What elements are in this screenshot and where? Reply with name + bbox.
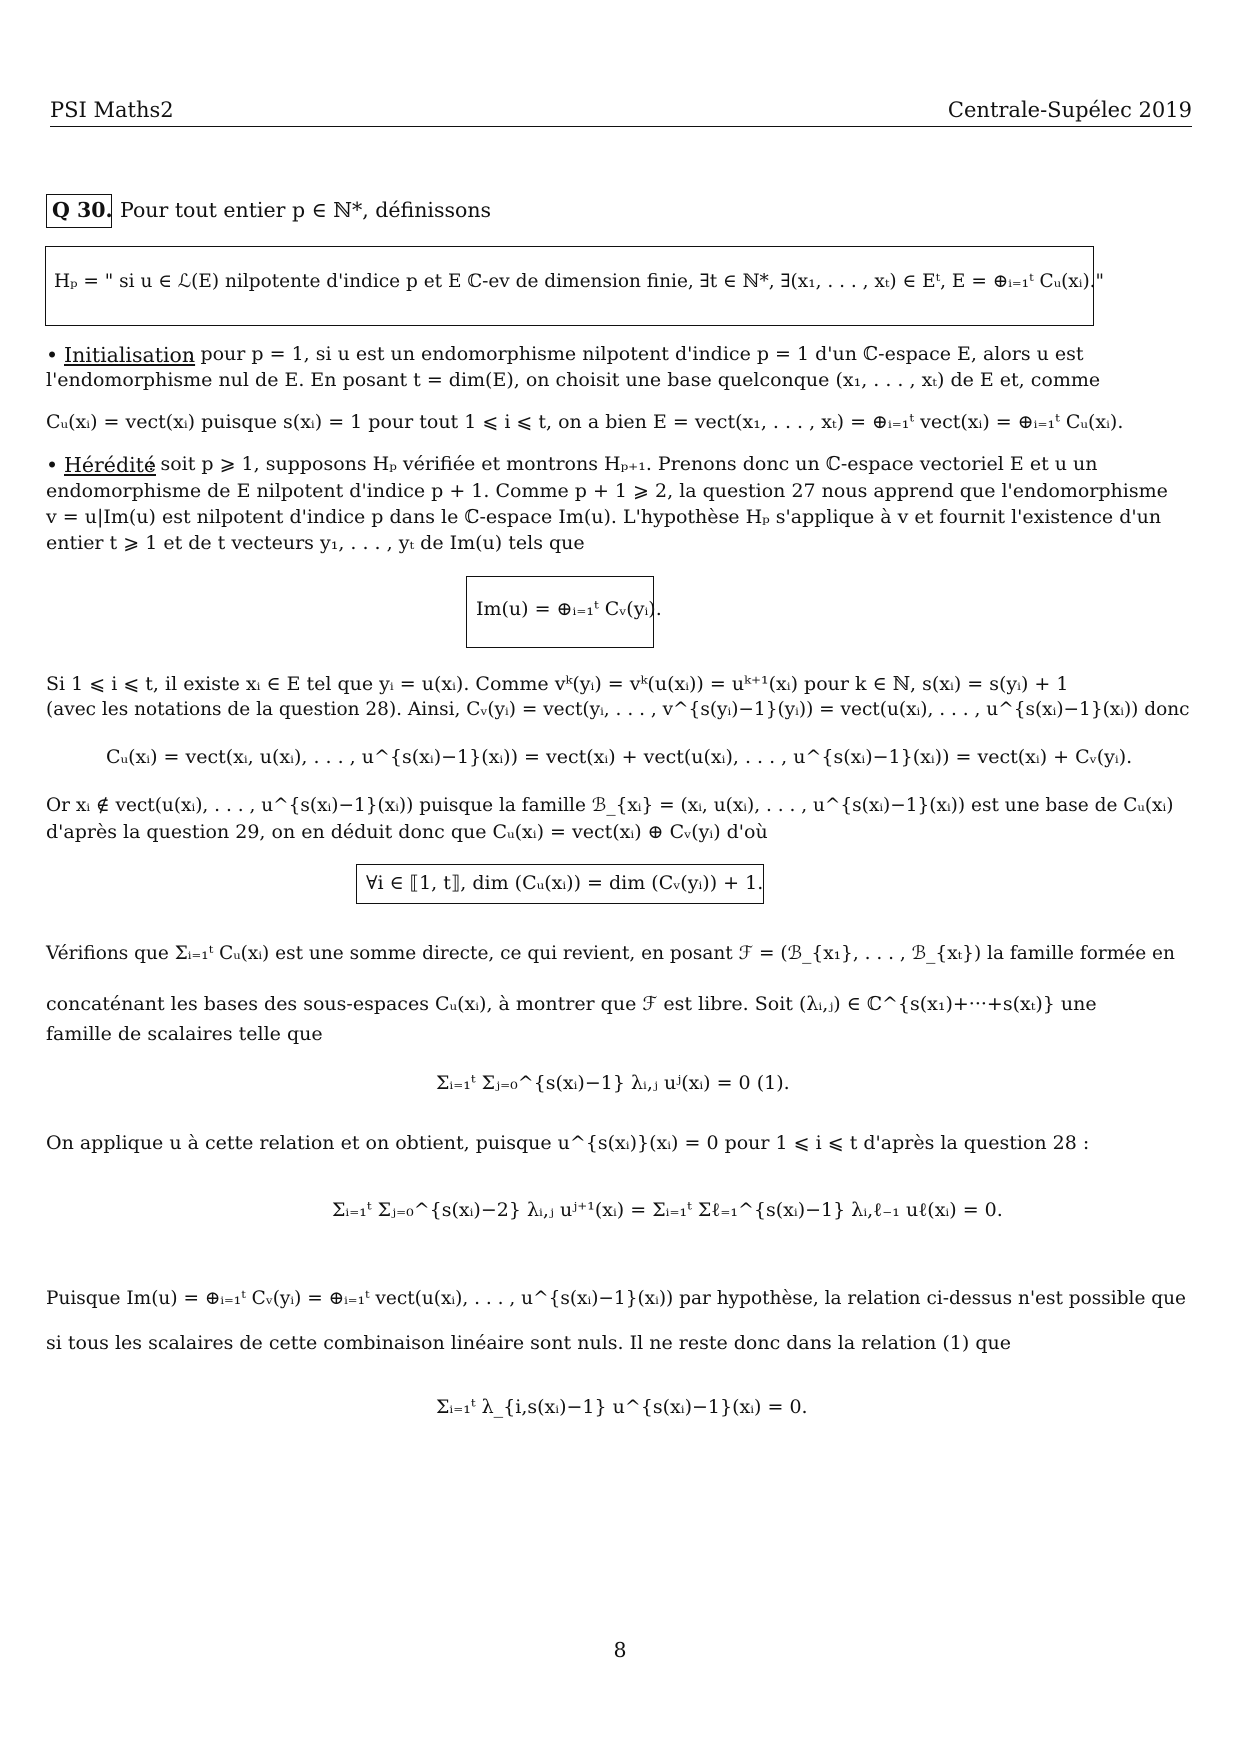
para1-line1: Si 1 ⩽ i ⩽ t, il existe xᵢ ∈ E tel que yᵢ = u(xᵢ). Comme vᵏ(yᵢ) = vᵏ(u(xᵢ)) = uᵏ⁺¹(xᵢ) pour k ∈ ℕ, s(xᵢ) = s(yᵢ) + 1	[46, 673, 1069, 695]
equation-3: Σᵢ₌₁ᵗ Σⱼ₌₀^{s(xᵢ)−2} λᵢ,ⱼ uʲ⁺¹(xᵢ) = Σᵢ₌₁ᵗ Σℓ₌₁^{s(xᵢ)−1} λᵢ,ℓ₋₁ uℓ(xᵢ) = 0.	[332, 1199, 1003, 1221]
init-line1: : pour p = 1, si u est un endomorphisme nilpotent d'indice p = 1 d'un ℂ-espace E, alors u est	[188, 343, 1084, 365]
header-right: Centrale-Supélec 2019	[947, 98, 1192, 122]
header-rule	[50, 126, 1192, 127]
para5-line2: si tous les scalaires de cette combinaison linéaire sont nuls. Il ne reste donc dans la relation (1) que	[46, 1332, 1011, 1354]
init-title: Initialisation	[64, 343, 196, 367]
page-number: 8	[613, 1638, 627, 1662]
para2-line1: Or xᵢ ∉ vect(u(xᵢ), . . . , u^{s(xᵢ)−1}(xᵢ)) puisque la famille ℬ_{xᵢ} = (xᵢ, u(xᵢ), . . . , u^{s(xᵢ)−1}(xᵢ)) est une base de Cᵤ(xᵢ)	[46, 795, 1174, 816]
init-line3: Cᵤ(xᵢ) = vect(xᵢ) puisque s(xᵢ) = 1 pour tout 1 ⩽ i ⩽ t, on a bien E = vect(x₁, . . . , xₜ) = ⊕ᵢ₌₁ᵗ vect(xᵢ) = ⊕ᵢ₌₁ᵗ Cᵤ(xᵢ).	[46, 411, 1124, 433]
para4: On applique u à cette relation et on obtient, puisque u^{s(xᵢ)}(xᵢ) = 0 pour 1 ⩽ i ⩽ t d'après la question 28 :	[46, 1132, 1090, 1154]
init-line2: l'endomorphisme nul de E. En posant t = dim(E), on choisit une base quelconque (x₁, . . . , xₜ) de E et, comme	[46, 369, 1101, 391]
hered-bullet: •	[46, 453, 59, 477]
question-label: Q 30.	[52, 198, 113, 222]
para1-line2: (avec les notations de la question 28). Ainsi, Cᵥ(yᵢ) = vect(yᵢ, . . . , v^{s(yᵢ)−1}(yᵢ)) = vect(u(xᵢ), . . . , u^{s(xᵢ)−1}(xᵢ)) donc	[46, 699, 1190, 720]
question-intro: Pour tout entier p ∈ ℕ*, définissons	[120, 198, 492, 222]
boxed-eq2: ∀i ∈ ⟦1, t⟧, dim (Cᵤ(xᵢ)) = dim (Cᵥ(yᵢ)) + 1.	[366, 872, 764, 894]
para5-line1: Puisque Im(u) = ⊕ᵢ₌₁ᵗ Cᵥ(yᵢ) = ⊕ᵢ₌₁ᵗ vect(u(xᵢ), . . . , u^{s(xᵢ)−1}(xᵢ)) par hypothèse, la relation ci-dessus n'est possible que	[46, 1288, 1186, 1309]
hypothesis-text: Hₚ = " si u ∈ ℒ(E) nilpotente d'indice p et E ℂ-ev de dimension finie, ∃t ∈ ℕ*, ∃(x₁, . . . , xₜ) ∈ Eᵗ, E = ⊕ᵢ₌₁ᵗ Cᵤ(xᵢ)."	[54, 271, 1105, 292]
hered-line3: v = u|Im(u) est nilpotent d'indice p dans le ℂ-espace Im(u). L'hypothèse Hₚ s'applique à v et fournit l'existence d'un	[46, 506, 1162, 528]
header-left: PSI Maths2	[50, 98, 174, 122]
hered-line1: : soit p ⩾ 1, supposons Hₚ vérifiée et montrons Hₚ₊₁. Prenons donc un ℂ-espace vectoriel E et u un	[148, 453, 1098, 475]
hered-title: Hérédité	[64, 453, 156, 477]
equation-2: Σᵢ₌₁ᵗ Σⱼ₌₀^{s(xᵢ)−1} λᵢ,ⱼ uʲ(xᵢ) = 0 (1).	[436, 1072, 790, 1094]
equation-4: Σᵢ₌₁ᵗ λ_{i,s(xᵢ)−1} u^{s(xᵢ)−1}(xᵢ) = 0.	[436, 1396, 808, 1418]
boxed-eq1: Im(u) = ⊕ᵢ₌₁ᵗ Cᵥ(yᵢ).	[476, 598, 662, 620]
hered-line4: entier t ⩾ 1 et de t vecteurs y₁, . . . , yₜ de Im(u) tels que	[46, 532, 585, 554]
hered-line2: endomorphisme de E nilpotent d'indice p + 1. Comme p + 1 ⩾ 2, la question 27 nous apprend que l'endomorphisme	[46, 480, 1168, 502]
equation-1: Cᵤ(xᵢ) = vect(xᵢ, u(xᵢ), . . . , u^{s(xᵢ)−1}(xᵢ)) = vect(xᵢ) + vect(u(xᵢ), . . . , u^{s(xᵢ)−1}(xᵢ)) = vect(xᵢ) + Cᵥ(yᵢ).	[106, 746, 1133, 768]
para3-line1: Vérifions que Σᵢ₌₁ᵗ Cᵤ(xᵢ) est une somme directe, ce qui revient, en posant ℱ = (ℬ_{x₁}, . . . , ℬ_{xₜ}) la famille formée en	[46, 943, 1175, 964]
para3-line2: concaténant les bases des sous-espaces Cᵤ(xᵢ), à montrer que ℱ est libre. Soit (λᵢ,ⱼ) ∈ ℂ^{s(x₁)+···+s(xₜ)} une	[46, 993, 1097, 1015]
init-bullet: •	[46, 343, 59, 367]
para3-line3: famille de scalaires telle que	[46, 1023, 323, 1045]
para2-line2: d'après la question 29, on en déduit donc que Cᵤ(xᵢ) = vect(xᵢ) ⊕ Cᵥ(yᵢ) d'où	[46, 821, 768, 843]
